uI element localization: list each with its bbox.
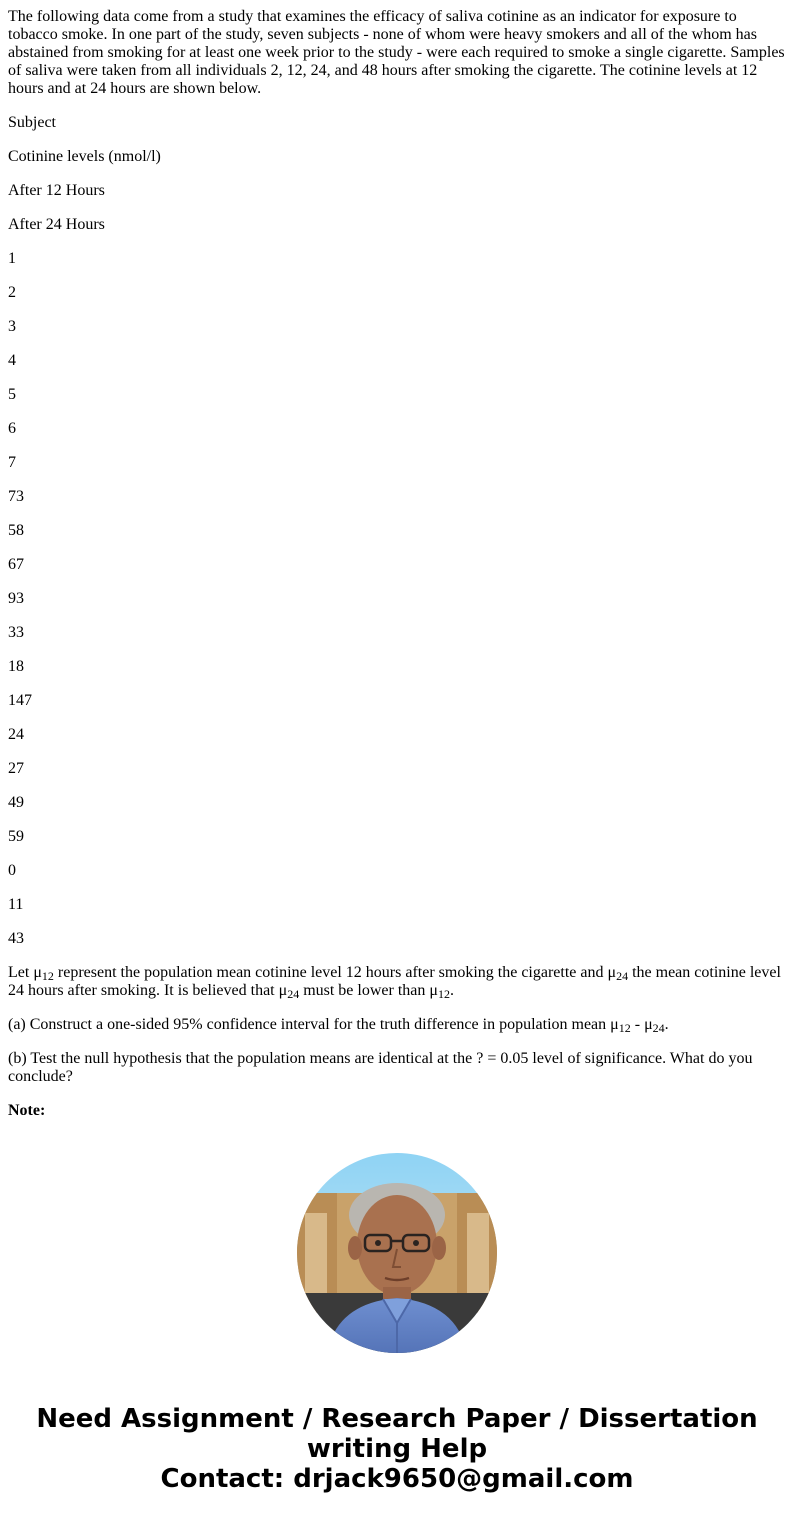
subscript: 12 xyxy=(41,969,54,983)
subject-cell: 6 xyxy=(8,420,16,437)
header-after-12-hours: After 12 Hours xyxy=(8,182,105,199)
part-a-text: . xyxy=(664,1016,669,1033)
subscript: 12 xyxy=(618,1021,631,1035)
part-a-text: - μ xyxy=(630,1016,653,1033)
subscript: 24 xyxy=(616,969,629,983)
header-after-24-hours: After 24 Hours xyxy=(8,216,105,233)
subject-cell: 3 xyxy=(8,318,16,335)
definition-text: Let μ xyxy=(8,964,42,981)
after-24-cell: 24 xyxy=(8,726,24,743)
after-24-cell: 11 xyxy=(8,896,24,913)
after-12-cell: 58 xyxy=(8,522,24,539)
definition-paragraph xyxy=(8,964,786,1000)
after-12-cell: 93 xyxy=(8,590,24,607)
definition-text: represent the population mean cotinine level 12 hours after smoking the cigarette and μ xyxy=(53,964,617,981)
after-24-cell: 49 xyxy=(8,794,24,811)
definition-text: must be lower than μ xyxy=(299,982,438,999)
avatar-portrait-image xyxy=(297,1153,497,1353)
after-12-cell: 73 xyxy=(8,488,24,505)
subject-cell: 1 xyxy=(8,250,16,267)
footer-line-2: writing Help xyxy=(306,1434,488,1464)
intro-paragraph: The following data come from a study that examines the efficacy of saliva cotinine as an indicator for exposure to tobacco smoke. In one part of the study, seven subjects - none of whom were heavy smokers and all of the whom has abstained from smoking for at least one week prior to the study - were each required to smoke a single cigarette. Samples of saliva were taken from all individuals 2, 12, 24, and 48 hours after smoking the cigarette. The cotinine levels at 12 hours and at 24 hours are shown below. xyxy=(8,8,785,97)
after-12-cell: 33 xyxy=(8,624,24,641)
subject-cell: 4 xyxy=(8,352,16,369)
subject-cell: 5 xyxy=(8,386,16,403)
avatar xyxy=(297,1153,497,1353)
footer-contact-email: Contact: drjack9650@gmail.com xyxy=(160,1464,634,1494)
header-subject: Subject xyxy=(8,114,56,131)
after-12-cell: 18 xyxy=(8,658,24,675)
header-cotinine-levels: Cotinine levels (nmol/l) xyxy=(8,148,161,165)
question-document xyxy=(8,8,786,1123)
after-24-cell: 0 xyxy=(8,862,16,879)
after-12-cell: 67 xyxy=(8,556,24,573)
after-12-cell: 147 xyxy=(8,692,32,709)
definition-text: . xyxy=(449,982,454,999)
footer-line-1: Need Assignment / Research Paper / Dissertation xyxy=(36,1404,758,1434)
part-a-text: (a) Construct a one-sided 95% confidence interval for the truth difference in population mean μ xyxy=(8,1016,619,1033)
subject-cell: 2 xyxy=(8,284,16,301)
definition-text: the mean cotinine level 24 hours after smoking. It is believed that μ xyxy=(8,964,781,999)
after-24-cell: 43 xyxy=(8,930,24,947)
after-24-cell: 59 xyxy=(8,828,24,845)
subscript: 24 xyxy=(652,1021,665,1035)
subscript: 24 xyxy=(287,987,300,1001)
note-label: Note: xyxy=(8,1102,46,1119)
question-part-a xyxy=(8,1016,786,1034)
subject-cell: 7 xyxy=(8,454,16,471)
question-part-b: (b) Test the null hypothesis that the population means are identical at the ? = 0.05 level of significance. What do you conclude? xyxy=(8,1050,753,1085)
footer-contact-banner xyxy=(0,1404,794,1494)
subscript: 12 xyxy=(437,987,450,1001)
after-24-cell: 27 xyxy=(8,760,24,777)
